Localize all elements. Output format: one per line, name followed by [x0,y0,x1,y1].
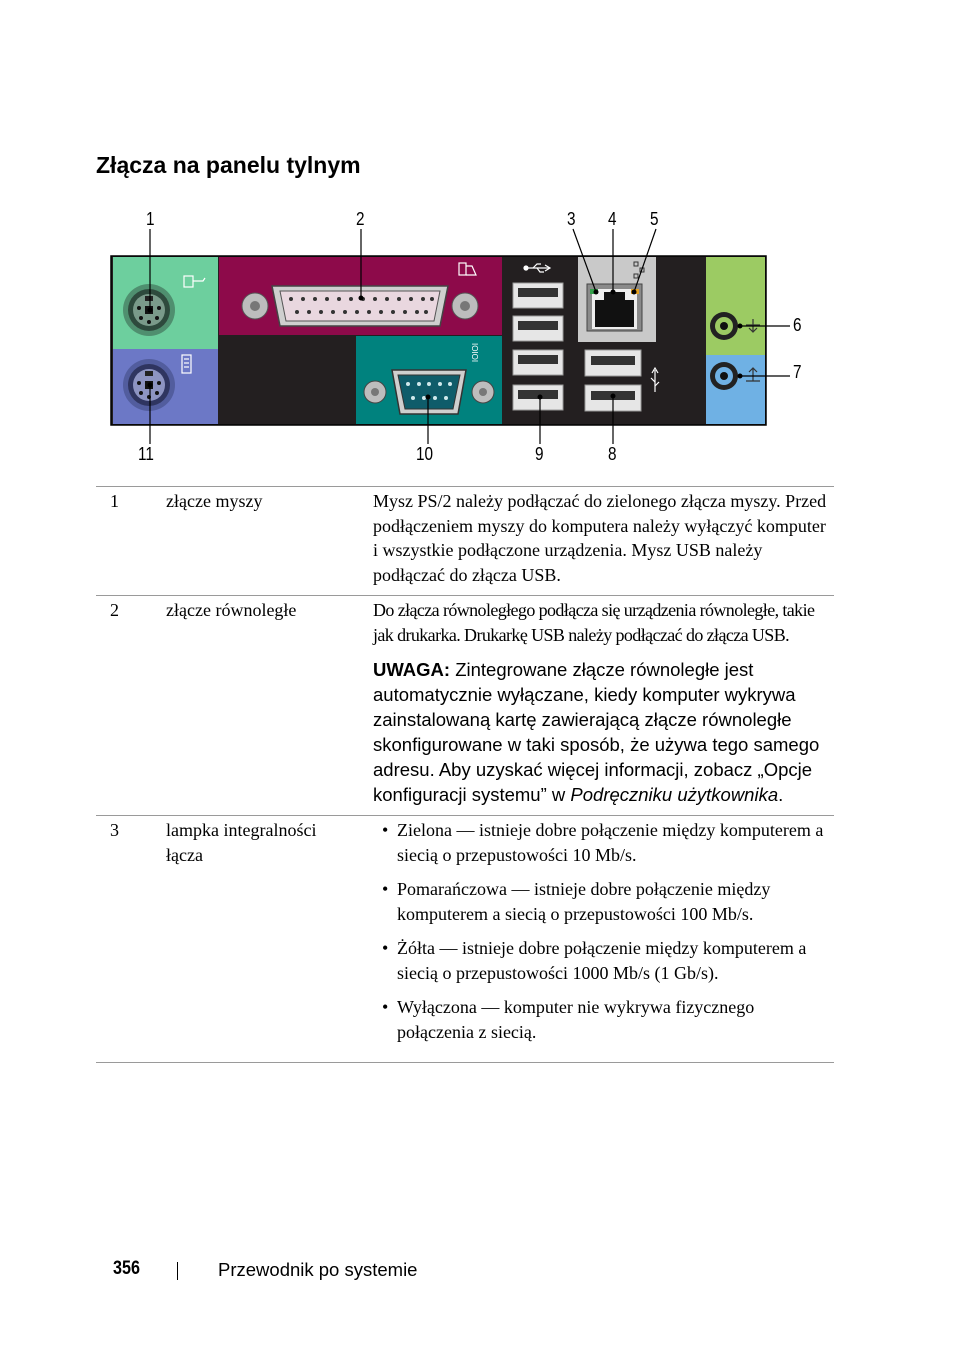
callout-7: 7 [793,362,802,382]
back-panel-illustration [0,0,954,480]
line-out-area [706,355,765,424]
list-item: • Pomarańczowa — istnieje dobre połączenie między komputerem a siecią o przepustowości 100 Mb/s. [373,877,834,926]
note-reference: Podręczniku użytkownika [570,784,779,805]
callout-8: 8 [608,444,617,464]
note-end: . [778,784,784,805]
row-number: 1 [110,491,119,511]
note-block [373,657,834,807]
footer-divider [177,1262,178,1280]
row-number: 3 [110,820,119,840]
table-row [96,487,834,596]
callout-2: 2 [356,209,365,229]
page-title: Złącza na panelu tylnym [96,152,361,178]
callout-6: 6 [793,315,802,335]
connector-name: złącze myszy [166,491,263,511]
list-item: • Żółta — istnieje dobre połączenie między komputerem a siecią o przepustowości 1000 Mb/s (1 Gb/s). [373,936,834,985]
connector-description: Mysz PS/2 należy podłączać do zielonego złącza myszy. Przed podłączeniem myszy do komputera należy wyłączyć komputer i wszystkie podłączone urządzenia. Mysz USB należy podłączać do złącza USB. [373,491,827,585]
row-number: 2 [110,600,119,620]
callout-1: 1 [146,209,155,229]
callout-5: 5 [650,209,659,229]
connector-description-cell [373,816,834,1063]
book-title: Przewodnik po systemie [218,1259,418,1280]
note-text: Zintegrowane złącze równoległe jest automatycznie wyłączane, kiedy komputer wykrywa zainstalowaną kartę zawierającą złącze równoległe skonfigurowane w taki sposób, że używa tego samego adresu. Aby uzyskać więcej informacji, zobacz „Opcje konfiguracji systemu” w [373,659,820,805]
connector-name: złącze równoległe [166,600,297,620]
table-row [96,596,834,816]
note-label: UWAGA: [373,659,451,680]
connector-name: lampka integralności łącza [166,820,317,865]
line-in-area [706,257,765,355]
connector-description-cell [373,596,834,816]
callout-3: 3 [567,209,576,229]
back-panel-figure [0,0,954,480]
connector-description: Do złącza równoległego podłącza się urządzenia równoległe, takie jak drukarka. Drukarkę USB należy podłączać do złącza USB. [373,600,815,645]
callout-11: 11 [138,444,154,464]
serial-icon-label: IOIOI [470,343,479,363]
list-item: • Zielona — istnieje dobre połączenie między komputerem a siecią o przepustowości 10 Mb/s. [373,818,834,867]
list-item: • Wyłączona — komputer nie wykrywa fizycznego połączenia z siecią. [373,995,834,1044]
table-row [96,816,834,1063]
callout-9: 9 [535,444,544,464]
callout-4: 4 [608,209,617,229]
status-list [373,818,834,1044]
callout-10: 10 [416,444,434,464]
page-number: 356 [113,1258,140,1279]
connector-table [96,486,834,1063]
